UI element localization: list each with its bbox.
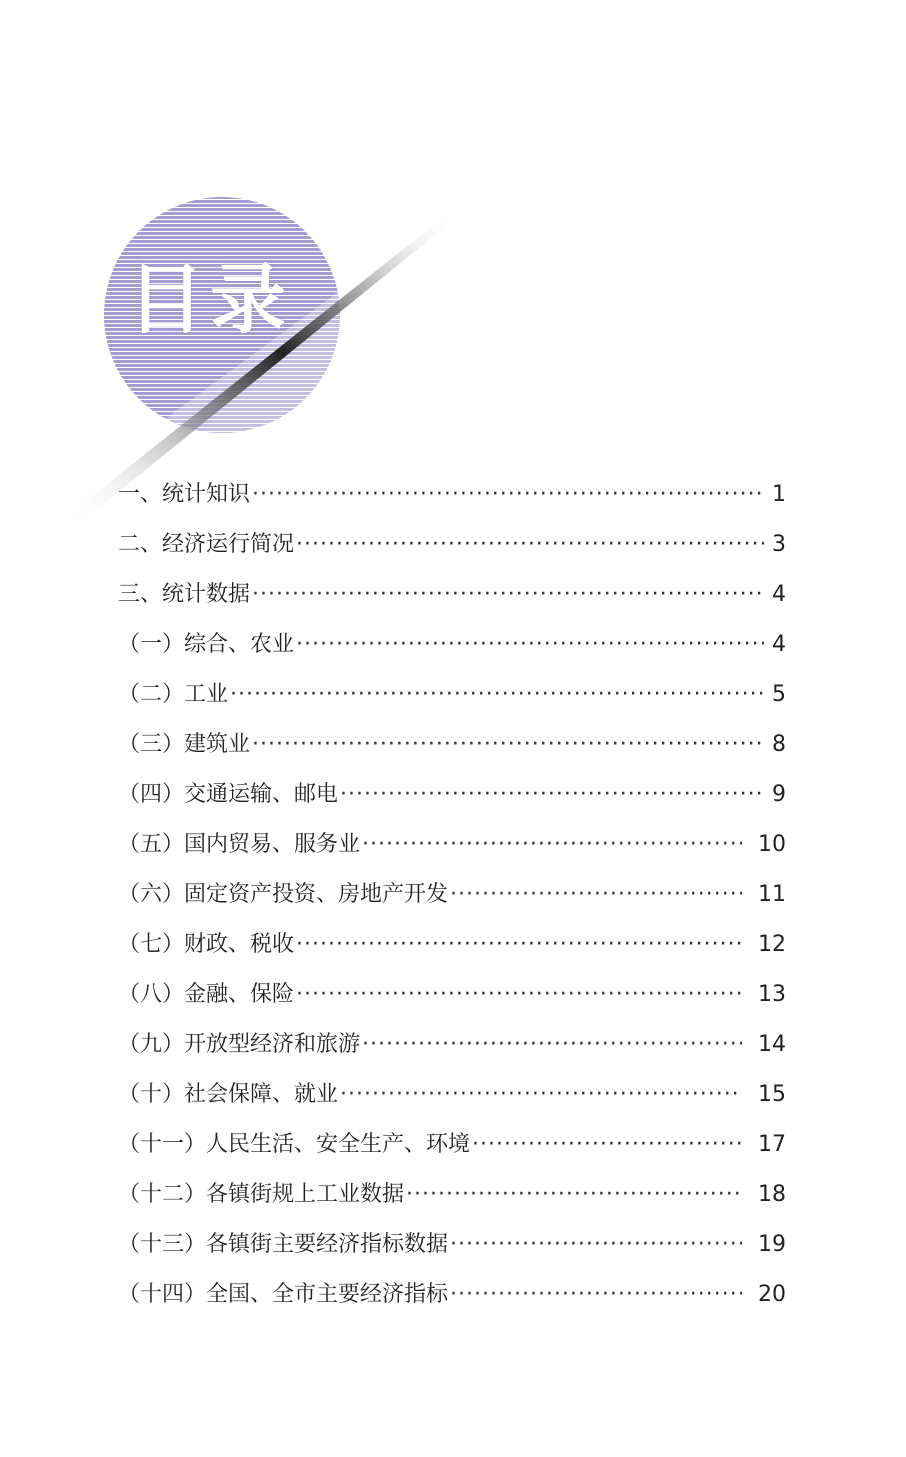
toc-entry-label: （十三）各镇街主要经济指标数据 (118, 1232, 449, 1257)
dot-leader (340, 1084, 742, 1106)
toc-entry-page: 14 (758, 1032, 786, 1057)
dot-leader (296, 984, 742, 1006)
toc-entry[interactable] (118, 920, 786, 970)
dot-leader (450, 1234, 742, 1256)
toc-entry-label: （十四）全国、全市主要经济指标 (118, 1282, 449, 1307)
toc-entry-label: （十二）各镇街规上工业数据 (118, 1182, 405, 1207)
dot-leader (296, 634, 764, 656)
dot-leader (252, 734, 764, 756)
toc-entry-label: 二、经济运行简况 (118, 532, 295, 557)
toc-entry-page: 5 (772, 682, 786, 707)
dot-leader (406, 1184, 742, 1206)
toc-entry-page: 4 (772, 582, 786, 607)
dot-leader (340, 784, 764, 806)
toc-entry-page: 15 (758, 1082, 786, 1107)
toc-entry-page: 17 (758, 1132, 786, 1157)
toc-entry[interactable] (118, 1020, 786, 1070)
toc-entry-label: （二）工业 (118, 682, 229, 707)
toc-entry-label: （四）交通运输、邮电 (118, 782, 339, 807)
toc-entry-page: 20 (758, 1282, 786, 1307)
toc-entry-page: 3 (772, 532, 786, 557)
toc-entry-label: （十）社会保障、就业 (118, 1082, 339, 1107)
toc-header (0, 0, 906, 540)
toc-entry-page: 13 (758, 982, 786, 1007)
toc-entry-label: （八）金融、保险 (118, 982, 295, 1007)
toc-entry-label: （一）综合、农业 (118, 632, 295, 657)
toc-entry[interactable] (118, 870, 786, 920)
toc-entry[interactable] (118, 570, 786, 620)
toc-entry-page: 9 (772, 782, 786, 807)
dot-leader (296, 934, 742, 956)
toc-entry-page: 19 (758, 1232, 786, 1257)
toc-entry-label: （六）固定资产投资、房地产开发 (118, 882, 449, 907)
table-of-contents (118, 470, 786, 1320)
toc-entry-label: （九）开放型经济和旅游 (118, 1032, 361, 1057)
toc-entry-page: 11 (758, 882, 786, 907)
dot-leader (252, 484, 764, 506)
dot-leader (230, 684, 764, 706)
toc-entry[interactable] (118, 620, 786, 670)
toc-entry-page: 12 (758, 932, 786, 957)
toc-entry[interactable] (118, 520, 786, 570)
dot-leader (252, 584, 764, 606)
toc-entry-page: 1 (772, 482, 786, 507)
dot-leader (362, 834, 742, 856)
dot-leader (450, 884, 742, 906)
toc-entry[interactable] (118, 720, 786, 770)
toc-entry[interactable] (118, 770, 786, 820)
dot-leader (362, 1034, 742, 1056)
toc-entry-page: 10 (758, 832, 786, 857)
dot-leader (296, 534, 764, 556)
toc-entry-label: （七）财政、税收 (118, 932, 295, 957)
toc-entry[interactable] (118, 970, 786, 1020)
toc-entry[interactable] (118, 470, 786, 520)
toc-entry-label: （十一）人民生活、安全生产、环境 (118, 1132, 471, 1157)
toc-entry[interactable] (118, 1170, 786, 1220)
dot-leader (450, 1284, 742, 1306)
toc-entry-page: 4 (772, 632, 786, 657)
toc-entry[interactable] (118, 1070, 786, 1120)
toc-entry-page: 8 (772, 732, 786, 757)
toc-entry-label: 一、统计知识 (118, 482, 251, 507)
toc-entry-label: （三）建筑业 (118, 732, 251, 757)
toc-entry-label: （五）国内贸易、服务业 (118, 832, 361, 857)
toc-entry[interactable] (118, 1220, 786, 1270)
toc-entry[interactable] (118, 820, 786, 870)
toc-entry-page: 18 (758, 1182, 786, 1207)
toc-entry[interactable] (118, 1120, 786, 1170)
dot-leader (472, 1134, 742, 1156)
toc-entry[interactable] (118, 670, 786, 720)
toc-entry-label: 三、统计数据 (118, 582, 251, 607)
toc-entry[interactable] (118, 1270, 786, 1320)
page-title: 目录 (128, 255, 292, 344)
